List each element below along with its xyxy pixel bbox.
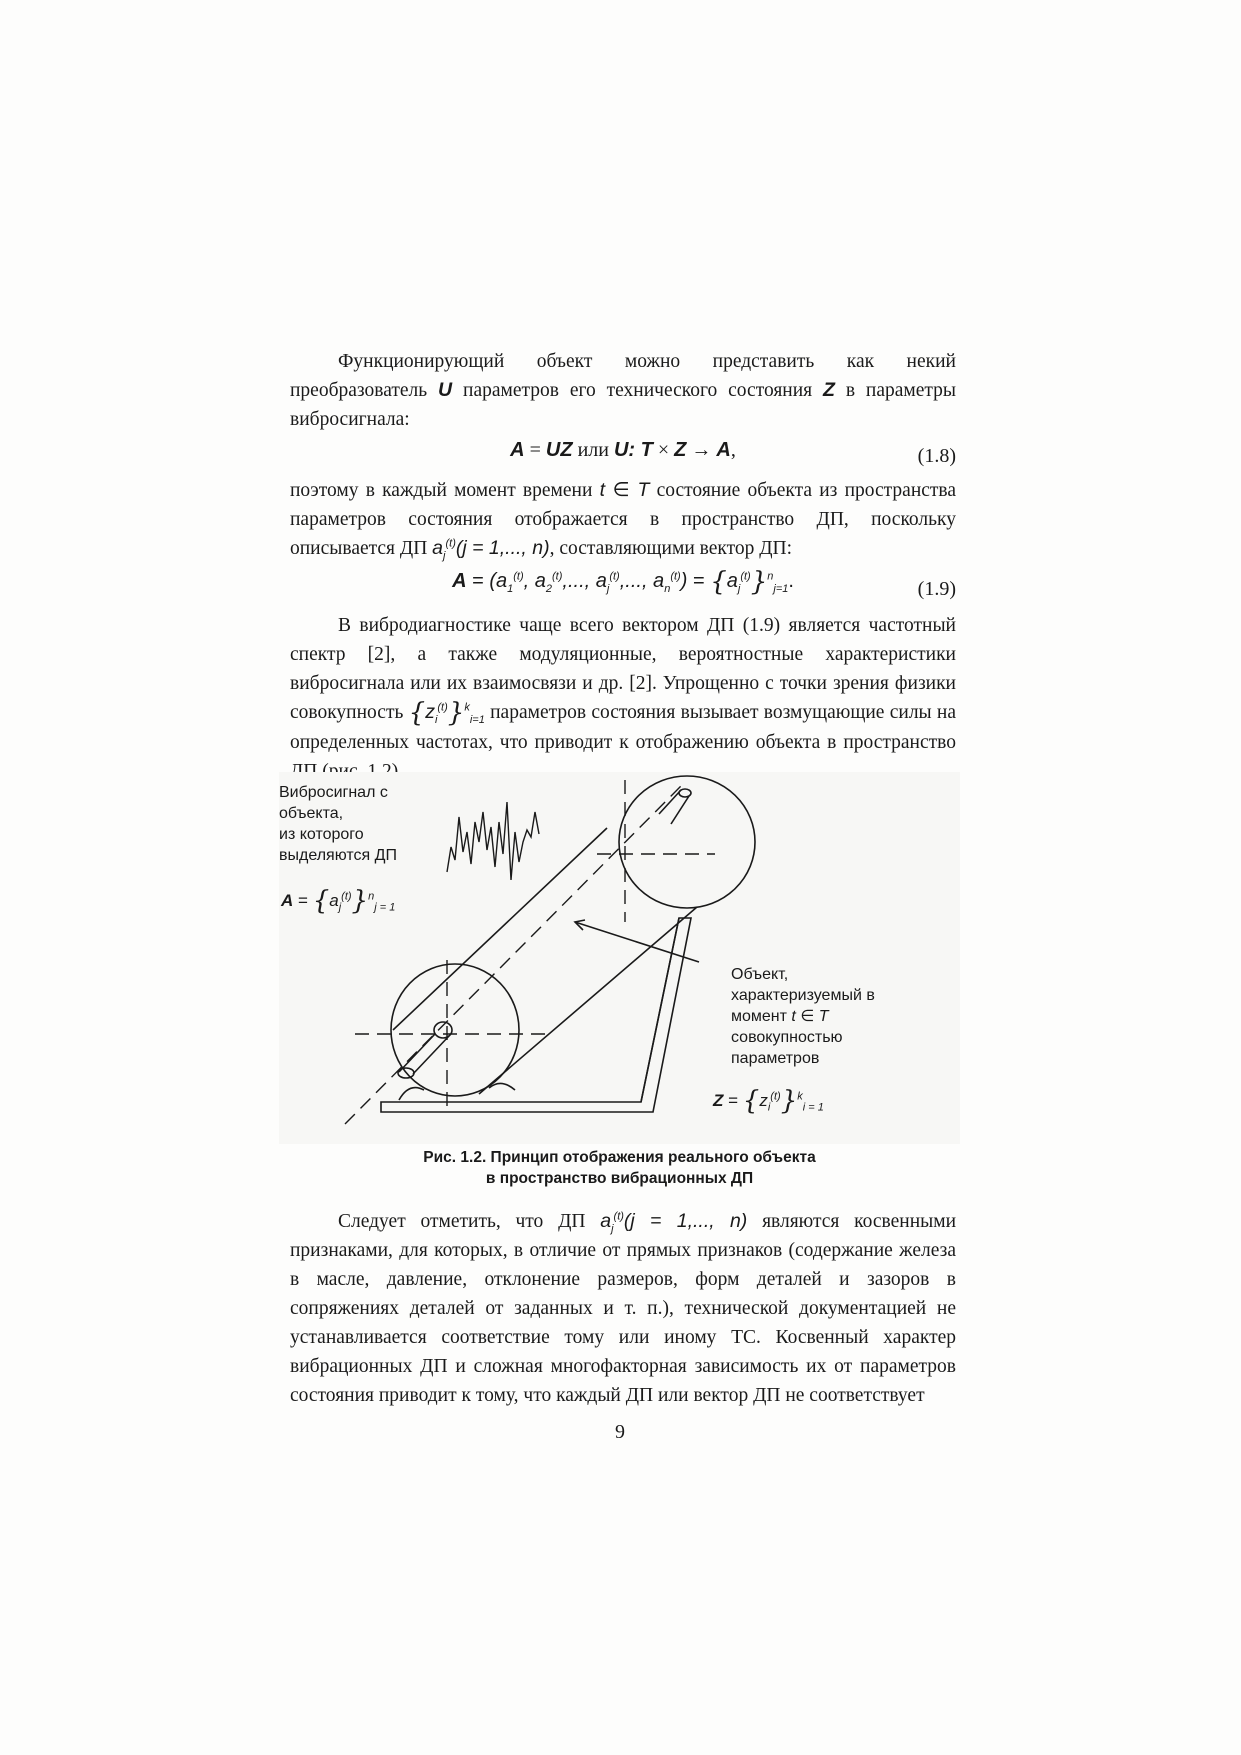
signal-label-line-2: объекта, [279,805,344,822]
para2-t-in-t: t ∈ T [599,479,650,501]
para4-sup-t: (t) [613,1210,624,1223]
symbol-u: U [438,379,453,401]
formula-1-8-body [510,436,736,465]
figure-1-2 [279,772,960,1144]
para2-range: (j = 1,..., n) [455,537,550,559]
f19-set-lim: j=1 [773,583,789,595]
fig-z-left-brace: { [742,1086,760,1116]
para3-set [408,698,485,728]
paragraph-2 [290,476,956,563]
vibration-signal [447,802,539,880]
f19-eq2: = [692,570,705,592]
para4-sub-j: j [611,1222,614,1235]
fig-a-j: j [338,901,342,914]
motor-foot [399,1083,515,1100]
para3-sup-k: k [464,701,470,714]
signal-label-line-4: выделяются ДП [279,847,397,864]
fig-a-n: n [368,890,375,903]
fig-a-lim: j = 1 [374,901,396,914]
caption-line-2: в пространство вибрационных ДП [485,1170,754,1187]
fig-z-z: z [759,1091,768,1110]
f19-set-a: a [726,570,738,592]
f19-sub-4: n [664,583,671,595]
f19-sup-2: (t) [552,570,563,583]
f18-ut: U: T [613,439,653,461]
para2-aj [432,537,456,562]
object-label-t: t ∈ T [791,1008,829,1025]
object-label-line-4: совокупностью [731,1029,843,1046]
f19-sub-2: 2 [545,583,553,595]
fig-z-t: (t) [770,1090,781,1103]
fig-a-t: (t) [341,890,352,903]
object-label-line-3 [731,1006,875,1027]
equation-number-1-8: (1.8) [917,445,956,467]
para4-range: (j = 1,..., n) [623,1210,748,1232]
f19-eq1: = [472,570,484,592]
object-label-moment: момент [731,1008,787,1025]
para2-text-2: состояние объекта из пространства параметров состояния отображается в пространство ДП, поскольку описывается ДП [290,480,957,559]
f18-comma: , [730,439,736,461]
para2-sub-j: j [443,549,446,562]
page-number: 9 [615,1421,625,1443]
para1-text-1: Функционирующий объект можно представить как некий преобразователь [290,351,956,401]
formula-1-9 [290,567,956,611]
f19-body: (a [489,570,508,592]
fig-z: Z [713,1091,724,1110]
shaft-far [679,789,691,797]
fig-a-eq: = [298,891,308,910]
cylinder-far-end [619,776,755,908]
signal-label [279,782,397,866]
symbol-z: Z [823,379,835,401]
para4-text-1: Следует отметить, что ДП [338,1211,586,1232]
f19-sub-3: j [606,583,610,595]
object-label [731,964,875,1069]
fig-a: A [281,891,294,910]
formula-1-8 [290,436,956,476]
object-set-label [713,1086,824,1116]
para3-sub-i: i [434,713,438,726]
object-label-line-1: Объект, [731,966,789,983]
fig-a-a: a [329,891,339,910]
f19-sup-4: (t) [670,570,681,583]
fig-z-i: i [767,1101,771,1114]
f19-set-j: j [737,583,741,595]
f19-body5: ) [680,570,688,592]
text-block-top [290,347,956,786]
f19-left-brace: { [710,567,727,597]
formula-1-9-body [452,567,794,597]
signal-set-label [281,886,396,916]
cylinder-near-end [391,964,519,1096]
para1-text-3: в параметры вибросигнала: [290,380,957,430]
f18-or: или [577,439,609,461]
equation-number-1-9: (1.9) [917,578,956,600]
f18-z: Z [674,439,687,461]
f19-right-brace: } [750,567,768,597]
para2-text-3: , составляющими вектор ДП: [549,538,793,559]
fig-z-lim: i = 1 [802,1101,824,1114]
f19-sup-1: (t) [513,570,524,583]
para3-z: z [425,701,435,723]
f19-sub-1: 1 [507,583,514,595]
fig-a-left-brace: { [312,886,330,916]
text-block-bottom [290,1207,956,1410]
para4-text-2: являются косвенными признаками, для которых, в отличие от прямых признаков (содержание железа в масле, давление, отклонение размеров, форм деталей и зазоров в сопряжениях деталей от заданных и т. п.), технической документацией не устанавливается соответствие тому или иному ТС. Косвенный характер вибрационных ДП и сложная многофакторная зависимость их от параметров состояния приводит к тому, что каждый ДП или вектор ДП не соответствует [290,1211,957,1406]
figure-caption [279,1147,960,1189]
paragraph-1 [290,347,956,434]
para3-right-brace: } [447,698,465,728]
para3-text-1: В вибродиагностике чаще всего вектором ДП (1.9) является частотный спектр [2], а также модуляционные, вероятностные характеристики вибросигнала или их взаимосвязи и др. [2]. Упрощенно с точки зрения физики совокупность [290,615,956,723]
f19-set-n: n [767,570,774,583]
f18-times: × [657,439,670,461]
f19-dot: . [788,570,794,592]
fig-z-k: k [797,1090,803,1103]
signal-label-line-1: Вибросигнал с [279,784,388,801]
f18-eq: = [529,439,541,461]
shaft-near [434,1022,452,1038]
f19-body3: ,..., a [562,570,607,592]
para4-a: a [600,1210,612,1232]
para3-sup-t: (t) [437,701,448,714]
f19-lhs: A [452,570,467,592]
f18-a2: A [716,439,731,461]
para3-sub-lim: i=1 [469,713,485,726]
para2-a: a [432,537,444,559]
para3-text-2: параметров состояния вызывает возмущающие силы на определенных частотах, что приводит к отображению объекта в пространство [290,702,957,753]
object-label-line-2: характеризуемый в [731,987,875,1004]
f19-sup-3: (t) [609,570,620,583]
f19-body2: , a [523,570,546,592]
paragraph-4 [290,1207,956,1410]
fig-a-right-brace: } [351,886,369,916]
f19-set-sup: (t) [740,570,751,583]
cylinder-top-edge [393,828,607,1030]
f18-uz: UZ [545,439,573,461]
para2-sup-t: (t) [445,537,456,550]
signal-label-line-3: из которого [279,826,364,843]
fig-z-eq: = [728,1091,739,1110]
para2-text-1: поэтому в каждый момент времени [290,480,593,501]
para1-text-2: параметров его технического состояния [463,380,813,401]
fig-z-right-brace: } [780,1086,798,1116]
object-label-line-5: параметров [731,1050,820,1067]
para3-left-brace: { [408,698,426,728]
f18-arrow: → [691,439,712,461]
f19-body4: ,..., a [619,570,665,592]
caption-line-1: Рис. 1.2. Принцип отображения реального объекта [423,1149,816,1166]
paragraph-3 [290,611,956,786]
para4-aj [600,1210,748,1235]
f18-a: A [510,439,525,461]
pointer-arrow [575,922,699,962]
